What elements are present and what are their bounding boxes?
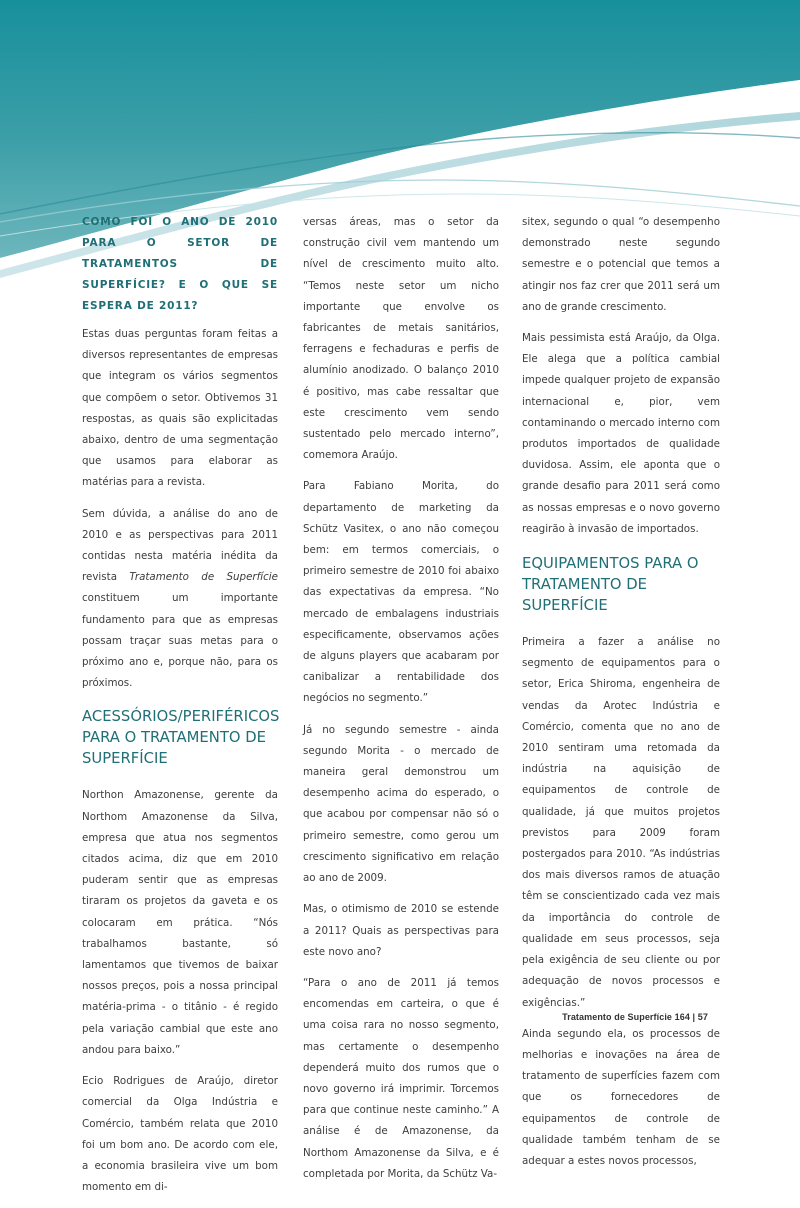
paragraph: “Para o ano de 2011 já temos encomendas em carteira, o que é uma coisa rara no nosso segmento, mas certamente o desempenho dependerá muito dos rumos que o novo governo irá imprimir. Torcemos para que continue neste caminho.” A análise é de Amazonense, da Northom Amazonense da Silva, e é completada por Morita, da Schütz Va- <box>303 976 499 1180</box>
article-column-2 <box>303 212 499 1195</box>
paragraph: Sem dúvida, a análise do ano de 2010 e as perspectivas para 2011 contidas nesta matéria inédita da revista Tratamento de Superfície constituem um importante fundamento para que as empresas possam traçar suas metas para o próximo ano e, porque não, para os próximos. <box>82 507 278 690</box>
paragraph: Mais pessimista está Araújo, da Olga. Ele alega que a política cambial impede qualquer projeto de expansão internacional e, pior, vem contaminando o mercado interno com produtos importados de qualidade duvidosa. Assim, ele aponta que o grande desafio para 2011 será como as nossas empresas e o novo governo reagirão à invasão de importados. <box>522 332 720 535</box>
paragraph: Primeira a fazer a análise no segmento de equipamentos para o setor, Erica Shiroma, engenheira de vendas da Arotec Indústria e Comércio, comenta que no ano de 2010 sentiram uma retomada da indústria na aquisição de equipamentos de controle de qualidade, já que muitos projetos previstos para 2009 foram postergados para 2010. “As indústrias dos mais diversos ramos de atuação têm se conscientizado cada vez mais da importância do controle de qualidade em seus processos, seja pela exigência de seu cliente ou por adequação de novos processos e exigências.” <box>522 636 720 1009</box>
paragraph: Ainda segundo ela, os processos de melhorias e inovações na área de tratamento de superfícies fazem com que os fornecedores de equipamentos de controle de qualidade também tenham de se adequar a estes novos processos, <box>522 1027 720 1167</box>
article-column-3 <box>522 212 720 1182</box>
paragraph: Northon Amazonense, gerente da Northom Amazonense da Silva, empresa que atua nos segmentos citados acima, diz que em 2010 puderam sentir que as empresas tiraram os projetos da gaveta e os colocaram em prática. “Nós trabalhamos bastante, só lamentamos que tivemos de baixar nossos preços, pois a nossa principal matéria-prima - o titânio - é regido pela variação cambial que este ano andou para baixo.” <box>82 789 278 1056</box>
question-heading: COMO FOI O ANO DE 2010 PARA O SETOR DE TRATAMENTOS DE SUPERFÍCIE? E O QUE SE ESPERA DE 2011? <box>82 216 278 312</box>
section-heading-equipamentos: EQUIPAMENTOS PARA O TRATAMENTO DE SUPERFÍCIE <box>522 555 699 615</box>
paragraph: Ecio Rodrigues de Araújo, diretor comercial da Olga Indústria e Comércio, também relata que 2010 foi um bom ano. De acordo com ele, a economia brasileira vive um bom momento em di- <box>82 1075 278 1194</box>
paragraph: versas áreas, mas o setor da construção civil vem mantendo um nível de crescimento muito alto. “Temos neste setor um nicho importante que envolve os fabricantes de metais sanitários, ferragens e fechaduras e perfis de alumínio anodizado. O balanço 2010 é positivo, mas cabe ressaltar que este crescimento vem sendo sustentado pelo mercado interno”, comemora Araújo. <box>303 216 499 462</box>
article-column-1 <box>82 212 278 1208</box>
paragraph: Para Fabiano Morita, do departamento de marketing da Schütz Vasitex, o ano não começou bem: em termos comerciais, o primeiro semestre de 2010 foi abaixo das expectativas da empresa. “No mercado de embalagens industriais especificamente, observamos ações de alguns players que acabaram por canibalizar a rentabilidade dos negócios no segmento.” <box>303 480 499 705</box>
magazine-title: Tratamento de Superfície <box>129 571 278 584</box>
paragraph: Estas duas perguntas foram feitas a diversos representantes de empresas que integram os vários segmentos que compõem o setor. Obtivemos 31 respostas, as quais são explicitadas abaixo, dentro de uma segmentação que usamos para elaborar as matérias para a revista. <box>82 328 278 489</box>
paragraph: Já no segundo semestre - ainda segundo Morita - o mercado de maneira geral demonstrou um desempenho acima do esperado, o que acabou por compensar não só o primeiro semestre, como gerou um crescimento significativo em relação ao ano de 2009. <box>303 723 499 885</box>
paragraph: Mas, o otimismo de 2010 se estende a 2011? Quais as perspectivas para este novo ano? <box>303 903 499 958</box>
page-footer-folio: Tratamento de Superfície 164 | 57 <box>562 1012 708 1022</box>
paragraph: sitex, segundo o qual “o desempenho demonstrado neste segundo semestre e o potencial que temos a atingir nos faz crer que 2011 será um ano de grande crescimento. <box>522 216 720 313</box>
section-heading-acessorios: ACESSÓRIOS/PERIFÉRICOS PARA O TRATAMENTO DE SUPERFÍCIE <box>82 708 280 768</box>
